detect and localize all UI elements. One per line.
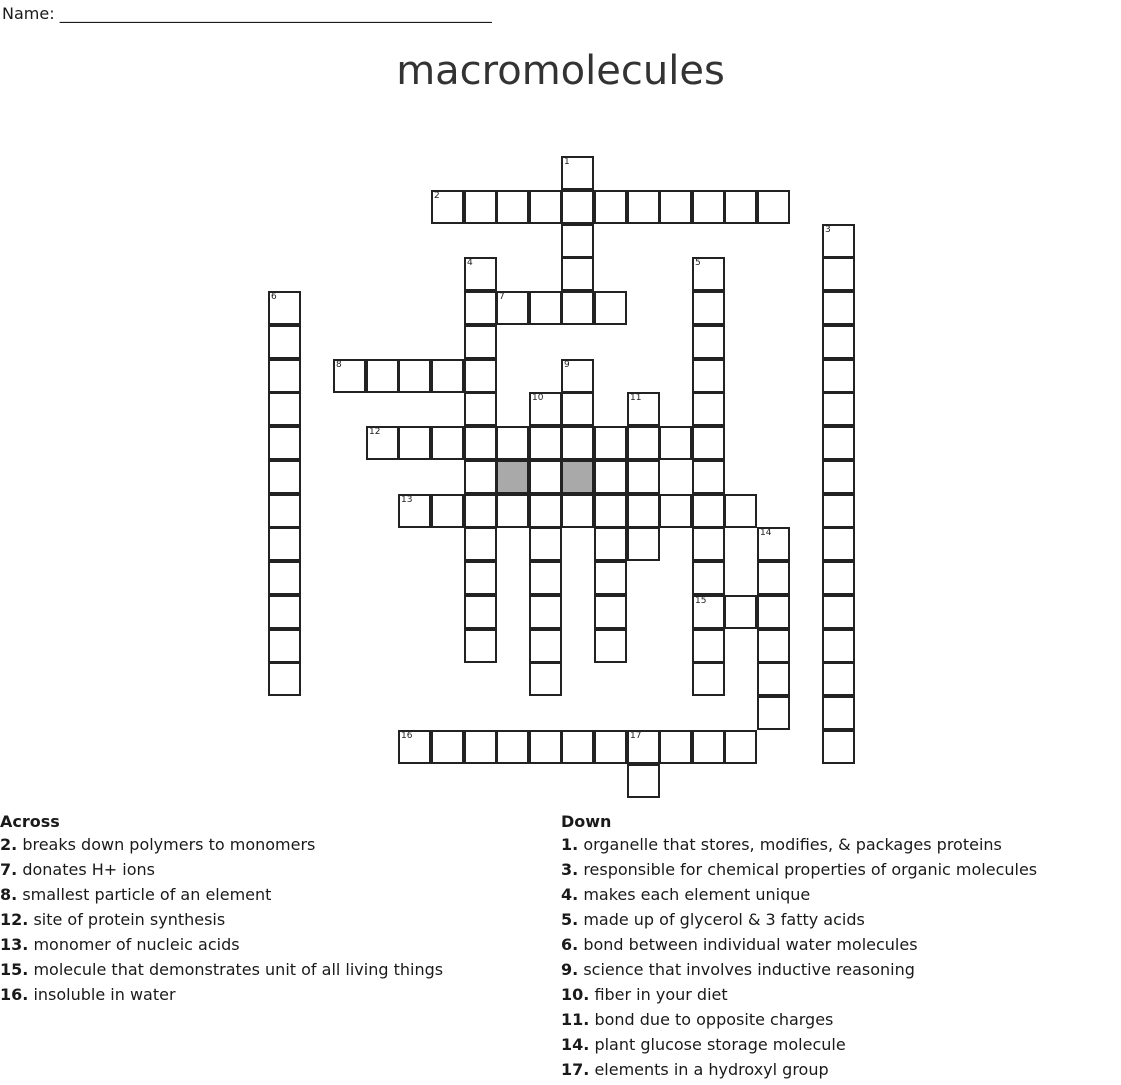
clue-number: 5 [695,258,701,268]
grid-cell[interactable] [659,494,692,528]
clue-item-text: site of protein synthesis [33,910,226,929]
grid-cell[interactable] [464,527,497,561]
grid-cell[interactable] [724,730,757,764]
clue-number: 10 [532,393,544,403]
grid-cell[interactable] [268,460,301,494]
grid-cell[interactable] [594,426,627,460]
clue-number: 3 [825,225,831,235]
grid-cell[interactable] [464,190,497,224]
clue-item-text: plant glucose storage molecule [594,1035,846,1054]
grid-cell[interactable] [822,730,855,764]
grid-cell[interactable] [757,561,790,595]
clue-item [561,932,1037,957]
grid-cell[interactable] [757,662,790,696]
clue-item-text: responsible for chemical properties of organic molecules [583,860,1038,879]
grid-cell[interactable] [692,730,725,764]
grid-cell[interactable] [268,629,301,663]
down-heading: Down [561,812,612,831]
clue-item-number: 7. [0,860,18,879]
grid-cell[interactable] [431,494,464,528]
clue-item-text: elements in a hydroxyl group [594,1060,829,1079]
grid-cell[interactable] [366,426,399,460]
grid-cell[interactable] [692,460,725,494]
grid-cell[interactable] [594,190,627,224]
page-title: macromolecules [396,48,725,94]
clue-item-number: 10. [561,985,590,1004]
across-clues [0,812,443,1007]
across-heading: Across [0,812,60,831]
grid-cell[interactable] [594,494,627,528]
clue-item-number: 11. [561,1010,590,1029]
grid-cell[interactable] [594,730,627,764]
grid-cell[interactable] [822,527,855,561]
clue-item-number: 17. [561,1060,590,1079]
grid-cell[interactable] [822,662,855,696]
grid-cell[interactable] [464,494,497,528]
grid-cell[interactable] [529,730,562,764]
clue-item [561,857,1037,882]
clue-item-text: molecule that demonstrates unit of all living things [33,960,444,979]
grid-cell[interactable] [268,325,301,359]
grid-cell[interactable] [529,629,562,663]
clue-item [0,907,443,932]
clue-item [561,1032,1037,1057]
grid-cell[interactable] [822,257,855,291]
grid-cell[interactable] [627,190,660,224]
grid-cell[interactable] [692,392,725,426]
grid-cell[interactable] [398,359,431,393]
grid-cell[interactable] [464,730,497,764]
grid-cell[interactable] [757,527,790,561]
grid-cell[interactable] [464,561,497,595]
grid-cell[interactable] [757,629,790,663]
grid-cell[interactable] [724,494,757,528]
clue-item [561,1057,1037,1082]
clue-item [561,882,1037,907]
grid-cell[interactable] [757,595,790,629]
grid-cell[interactable] [268,392,301,426]
shaded-cell [496,460,529,494]
grid-cell[interactable] [529,561,562,595]
grid-cell[interactable] [529,527,562,561]
grid-cell[interactable] [529,494,562,528]
grid-cell[interactable] [561,224,594,258]
clue-item-text: donates H+ ions [22,860,155,879]
grid-cell[interactable] [529,426,562,460]
shaded-cell [561,460,594,494]
clue-number: 17 [630,731,642,741]
grid-cell[interactable] [529,595,562,629]
clue-item-number: 1. [561,835,579,854]
grid-cell[interactable] [529,662,562,696]
clue-number: 7 [499,292,505,302]
grid-cell[interactable] [268,426,301,460]
name-blank-line[interactable]: ______________________________________________________ [59,4,492,23]
clue-item-number: 8. [0,885,18,904]
grid-cell[interactable] [757,696,790,730]
clue-item [0,832,443,857]
grid-cell[interactable] [822,595,855,629]
grid-cell[interactable] [594,291,627,325]
grid-cell[interactable] [822,494,855,528]
clue-number: 1 [564,157,570,167]
clue-item [0,982,443,1007]
clue-number: 9 [564,360,570,370]
grid-cell[interactable] [464,460,497,494]
grid-cell[interactable] [627,494,660,528]
clue-number: 12 [369,427,381,437]
clue-item-number: 3. [561,860,579,879]
grid-cell[interactable] [822,291,855,325]
grid-cell[interactable] [692,494,725,528]
grid-cell[interactable] [431,426,464,460]
grid-cell[interactable] [268,494,301,528]
grid-cell[interactable] [594,527,627,561]
grid-cell[interactable] [692,426,725,460]
grid-cell[interactable] [561,494,594,528]
clue-number: 6 [271,292,277,302]
clue-item [0,882,443,907]
grid-cell[interactable] [529,190,562,224]
grid-cell[interactable] [268,359,301,393]
grid-cell[interactable] [594,561,627,595]
grid-cell[interactable] [431,190,464,224]
grid-cell[interactable] [561,392,594,426]
clue-item-text: science that involves inductive reasoning [583,960,915,979]
down-clues [561,812,1037,1082]
grid-cell[interactable] [561,426,594,460]
grid-cell[interactable] [627,426,660,460]
grid-cell[interactable] [268,291,301,325]
grid-cell[interactable] [692,257,725,291]
grid-cell[interactable] [464,291,497,325]
clue-item-text: organelle that stores, modifies, & packages proteins [583,835,1002,854]
grid-cell[interactable] [692,629,725,663]
clue-number: 11 [630,393,642,403]
grid-cell[interactable] [561,190,594,224]
clue-item-number: 12. [0,910,29,929]
clue-item-number: 9. [561,960,579,979]
grid-cell[interactable] [822,460,855,494]
grid-cell[interactable] [594,595,627,629]
grid-cell[interactable] [692,662,725,696]
grid-cell[interactable] [627,730,660,764]
clue-item-text: bond due to opposite charges [594,1010,834,1029]
clue-item-number: 6. [561,935,579,954]
clue-item-text: insoluble in water [33,985,176,1004]
grid-cell[interactable] [268,527,301,561]
grid-cell[interactable] [464,359,497,393]
grid-cell[interactable] [398,730,431,764]
grid-cell[interactable] [822,426,855,460]
clue-item [0,932,443,957]
grid-cell[interactable] [724,595,757,629]
grid-cell[interactable] [561,730,594,764]
grid-cell[interactable] [659,730,692,764]
grid-cell[interactable] [333,359,366,393]
clue-number: 4 [467,258,473,268]
clue-item [561,1007,1037,1032]
grid-cell[interactable] [529,392,562,426]
grid-cell[interactable] [496,291,529,325]
clue-item [561,982,1037,1007]
grid-cell[interactable] [496,730,529,764]
clue-item-text: fiber in your diet [594,985,728,1004]
grid-cell[interactable] [627,764,660,798]
grid-cell[interactable] [561,257,594,291]
clue-item-text: breaks down polymers to monomers [22,835,316,854]
grid-cell[interactable] [627,527,660,561]
grid-cell[interactable] [431,730,464,764]
grid-cell[interactable] [692,325,725,359]
clue-item-number: 14. [561,1035,590,1054]
grid-cell[interactable] [692,359,725,393]
grid-cell[interactable] [464,629,497,663]
grid-cell[interactable] [659,426,692,460]
clue-item-number: 15. [0,960,29,979]
clue-item-text: smallest particle of an element [22,885,272,904]
clue-item-number: 13. [0,935,29,954]
clue-number: 14 [760,528,772,538]
clue-item-text: made up of glycerol & 3 fatty acids [583,910,865,929]
clue-item-number: 2. [0,835,18,854]
clue-item [561,832,1037,857]
grid-cell[interactable] [692,561,725,595]
grid-cell[interactable] [692,527,725,561]
grid-cell[interactable] [561,291,594,325]
grid-cell[interactable] [757,190,790,224]
grid-cell[interactable] [594,460,627,494]
clue-item-text: bond between individual water molecules [583,935,918,954]
grid-cell[interactable] [561,359,594,393]
grid-cell[interactable] [464,392,497,426]
clue-number: 2 [434,191,440,201]
grid-cell[interactable] [366,359,399,393]
grid-cell[interactable] [464,257,497,291]
grid-cell[interactable] [822,629,855,663]
grid-cell[interactable] [659,190,692,224]
clue-item [561,907,1037,932]
grid-cell[interactable] [627,392,660,426]
grid-cell[interactable] [496,494,529,528]
grid-cell[interactable] [268,595,301,629]
grid-cell[interactable] [692,291,725,325]
grid-cell[interactable] [529,291,562,325]
grid-cell[interactable] [724,190,757,224]
grid-cell[interactable] [268,662,301,696]
grid-cell[interactable] [398,426,431,460]
clue-item [561,957,1037,982]
clue-item [0,857,443,882]
grid-cell[interactable] [594,629,627,663]
grid-cell[interactable] [822,325,855,359]
grid-cell[interactable] [398,494,431,528]
grid-cell[interactable] [529,460,562,494]
grid-cell[interactable] [464,325,497,359]
clue-item-number: 4. [561,885,579,904]
grid-cell[interactable] [822,359,855,393]
grid-cell[interactable] [627,460,660,494]
clue-number: 13 [401,495,413,505]
grid-cell[interactable] [822,392,855,426]
grid-cell[interactable] [822,224,855,258]
clue-item-text: makes each element unique [583,885,811,904]
grid-cell[interactable] [822,696,855,730]
clue-item [0,957,443,982]
clue-item-number: 16. [0,985,29,1004]
grid-cell[interactable] [431,359,464,393]
grid-cell[interactable] [692,595,725,629]
grid-cell[interactable] [464,595,497,629]
grid-cell[interactable] [561,156,594,190]
grid-cell[interactable] [822,561,855,595]
clue-number: 8 [336,360,342,370]
clue-item-text: monomer of nucleic acids [33,935,240,954]
clue-item-number: 5. [561,910,579,929]
clue-number: 15 [695,596,707,606]
name-label: Name: [2,4,55,23]
grid-cell[interactable] [692,190,725,224]
grid-cell[interactable] [496,426,529,460]
grid-cell[interactable] [268,561,301,595]
clue-number: 16 [401,731,413,741]
grid-cell[interactable] [496,190,529,224]
grid-cell[interactable] [464,426,497,460]
